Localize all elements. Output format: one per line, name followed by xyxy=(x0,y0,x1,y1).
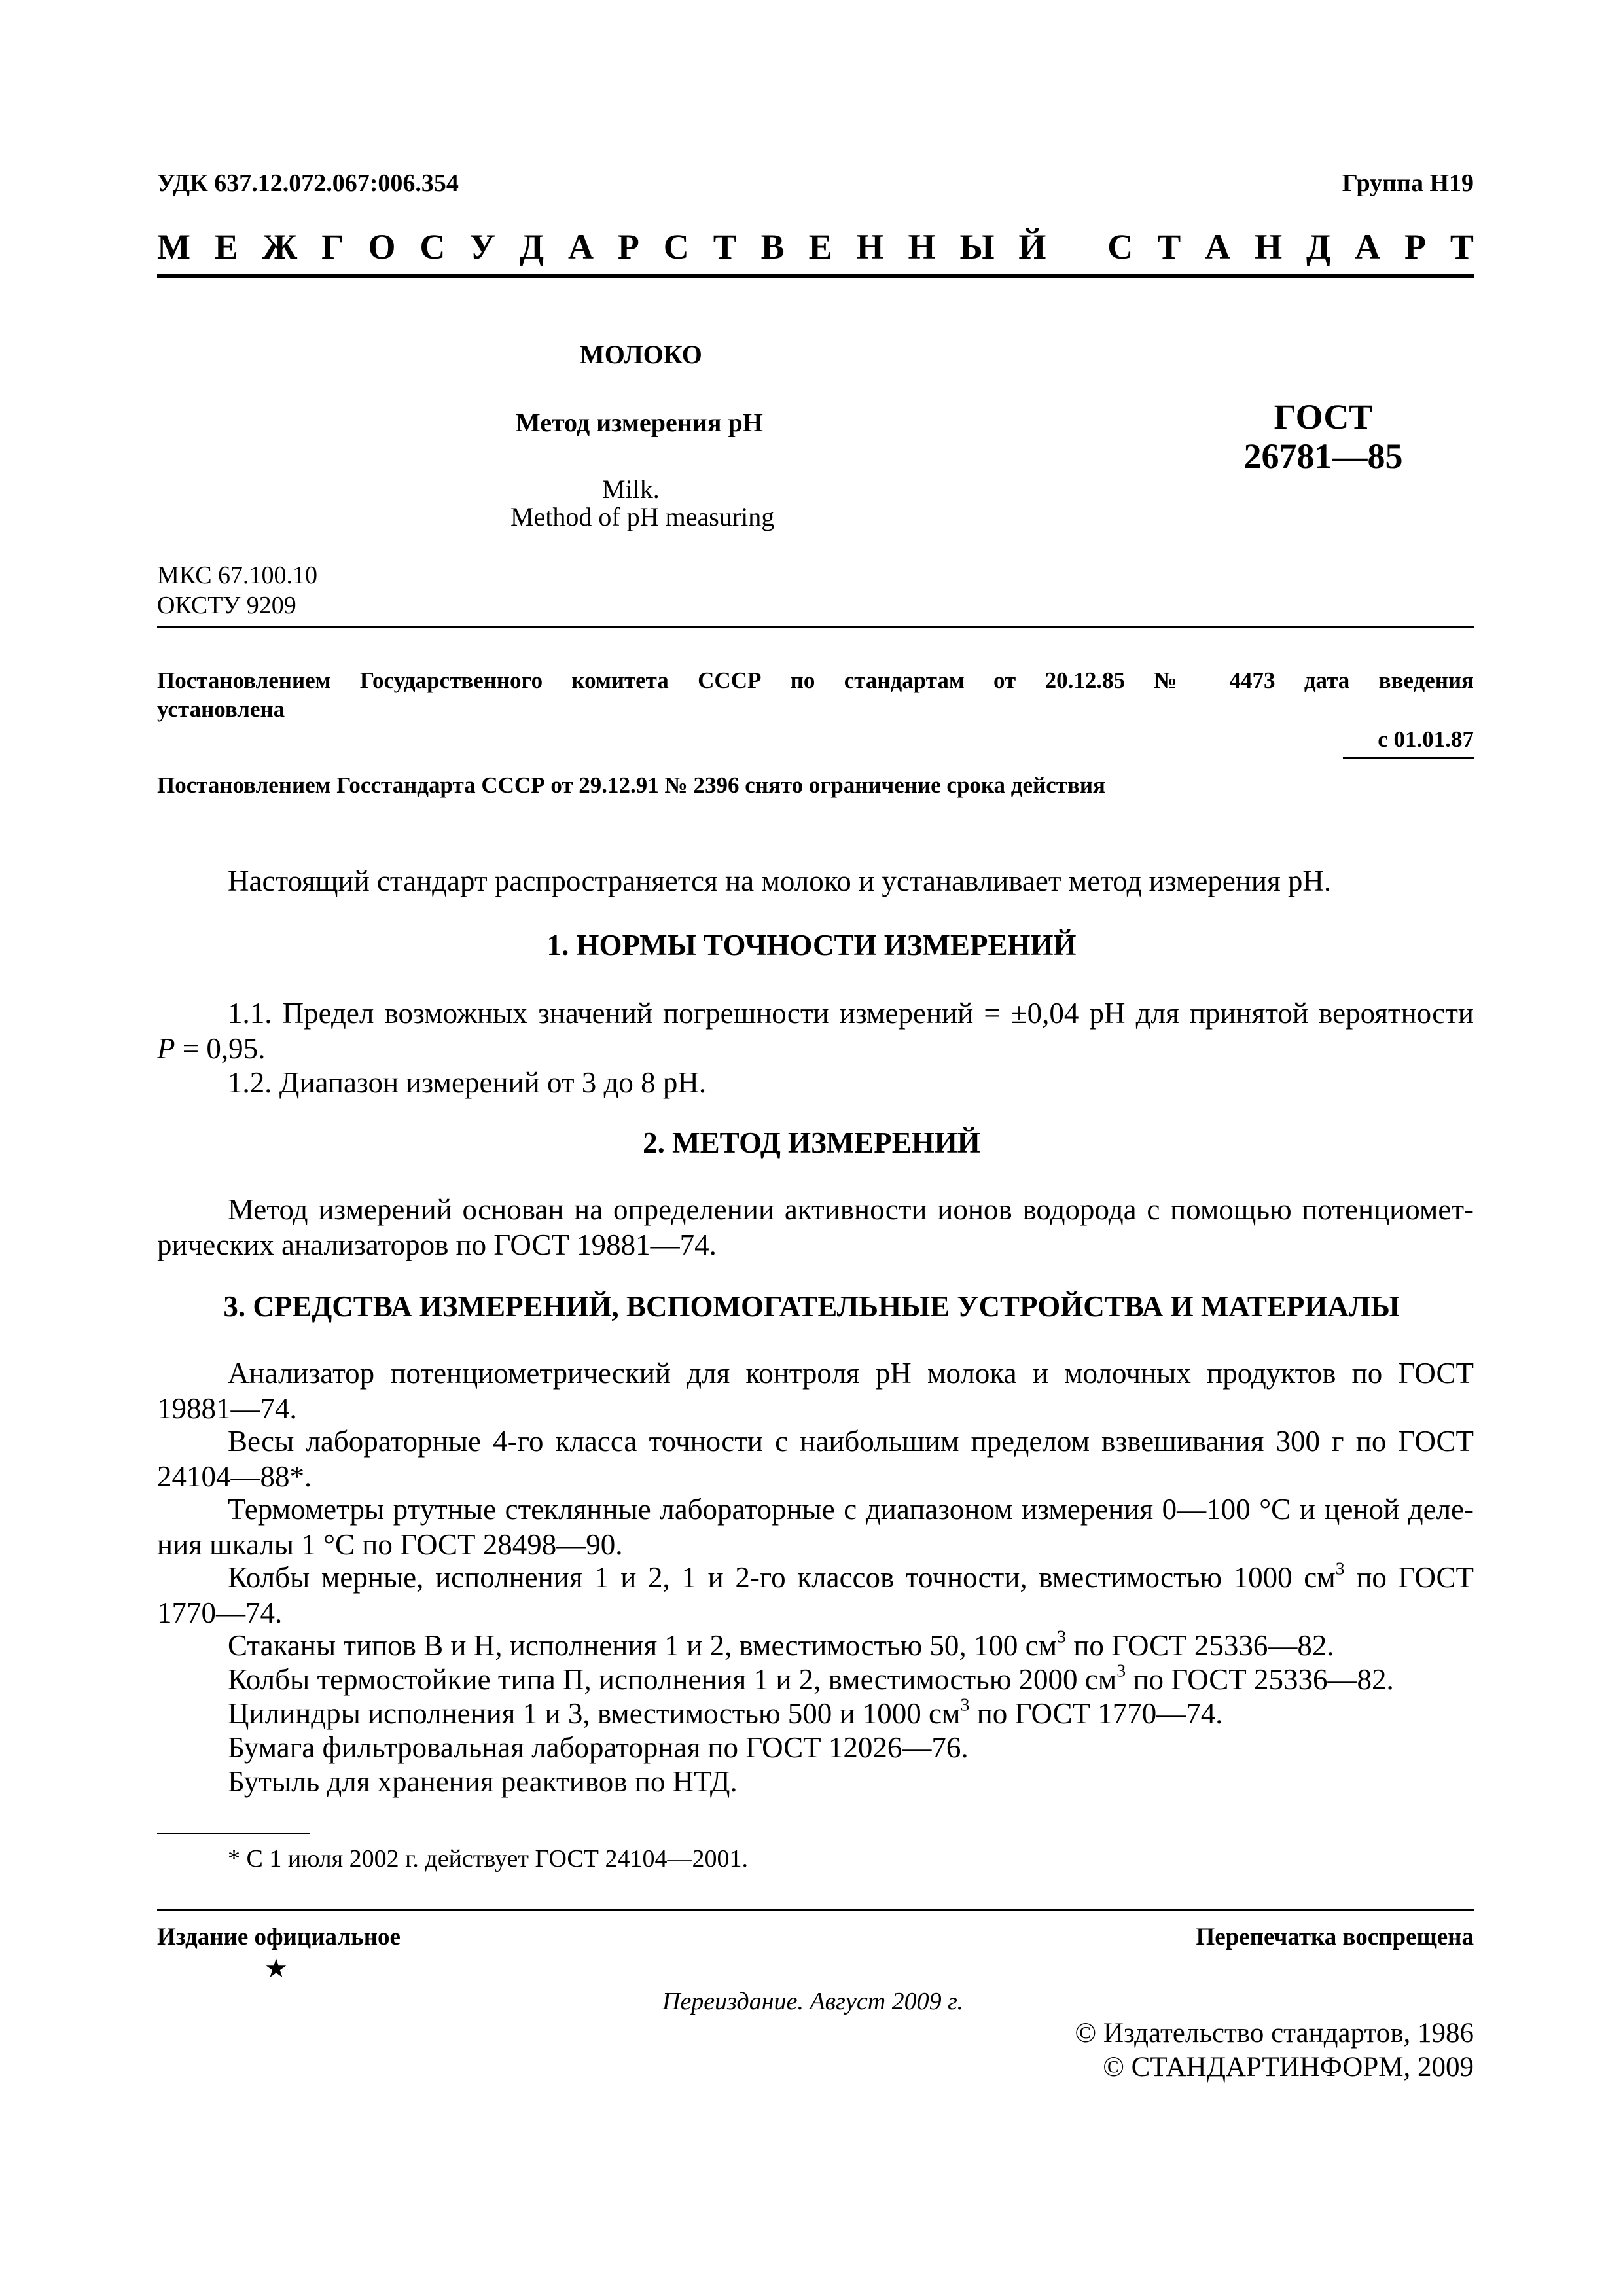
title-english-line1: Milk. xyxy=(602,475,660,504)
section2-heading: 2. МЕТОД ИЗМЕРЕНИЙ xyxy=(643,1126,980,1159)
banner-letter: Д xyxy=(519,227,544,266)
banner-letter: С xyxy=(1107,227,1133,266)
udk-code: УДК 637.12.072.067:006.354 xyxy=(157,170,459,197)
section3-heading: 3. СРЕДСТВА ИЗМЕРЕНИЙ, ВСПОМОГАТЕЛЬНЫЕ УСТРОЙСТВА И МАТЕРИАЛЫ xyxy=(223,1290,1400,1323)
section1-heading: 1. НОРМЫ ТОЧНОСТИ ИЗМЕРЕНИЙ xyxy=(546,929,1077,961)
title-main: МОЛОКО xyxy=(580,340,702,369)
okstu-code: ОКСТУ 9209 xyxy=(157,592,296,619)
banner-letter: Р xyxy=(617,227,639,266)
decree-date: с 01.01.87 xyxy=(1378,726,1474,752)
analyzer-line2: 19881—74. xyxy=(157,1392,297,1425)
header-rule xyxy=(157,274,1474,278)
copyright-1986: © Издательство стандартов, 1986 xyxy=(1075,2018,1474,2049)
footer-rule xyxy=(157,1909,1474,1911)
footnote-separator xyxy=(157,1833,310,1834)
banner-letter: А xyxy=(1355,227,1381,266)
decree-second: Постановлением Госстандарта СССР от 29.12.91 № 2396 снято ограничение срока действия xyxy=(157,772,1105,798)
banner-letter: Т xyxy=(1157,227,1181,266)
banner-letter: С xyxy=(419,227,446,266)
gost-number: 26781—85 xyxy=(1243,437,1403,476)
banner-letter: Н xyxy=(908,227,936,266)
section1-p1-line2 xyxy=(157,1031,265,1066)
banner-letter: С xyxy=(663,227,689,266)
reissue-note: Переиздание. Август 2009 г. xyxy=(662,1988,963,2015)
banner-letter: М xyxy=(157,227,190,266)
section2-line1: Метод измерений основан на определении активности ионов водорода с помощью потенциомет- xyxy=(228,1193,1474,1226)
thermometers-line1: Термометры ртутные стеклянные лабораторные с диапазоном измерения 0—100 °С и ценой деле- xyxy=(228,1493,1474,1526)
banner-letter xyxy=(1070,226,1083,267)
banner-letter: А xyxy=(1205,227,1231,266)
cylinders-line: Цилиндры исполнения 1 и 3, вместимостью 500 и 1000 $см^3$ по ГОСТ 1770—74. xyxy=(228,1695,1223,1730)
banner-letter: Д xyxy=(1306,227,1331,266)
beakers-line: Стаканы типов В и Н, исполнения 1 и 2, вместимостью 50, 100 $см^3$ по ГОСТ 25336—82. xyxy=(228,1626,1334,1662)
mks-code: МКС 67.100.10 xyxy=(157,562,318,589)
standard-banner xyxy=(157,226,1474,267)
copyright-2009: © СТАНДАРТИНФОРМ, 2009 xyxy=(1103,2052,1474,2083)
banner-letter: У xyxy=(469,227,495,266)
filter-paper-line: Бумага фильтровальная лабораторная по ГОСТ 12026—76. xyxy=(228,1731,969,1764)
decree-date-underline xyxy=(1343,757,1474,759)
banner-letter: Ж xyxy=(262,227,298,266)
banner-letter: Е xyxy=(214,227,238,266)
footnote: * С 1 июля 2002 г. действует ГОСТ 24104—2001. xyxy=(228,1845,748,1873)
flasks-line1 xyxy=(228,1560,1474,1594)
thermometers-line2: ния шкалы 1 °С по ГОСТ 28498—90. xyxy=(157,1528,623,1561)
probability-value: = 0,95. xyxy=(175,1032,266,1065)
group-code: Группа Н19 xyxy=(1342,170,1474,197)
analyzer-line1: Анализатор потенциометрический для контроля pH молока и молочных продуктов по ГОСТ xyxy=(228,1357,1474,1390)
decree-line1: Постановлением Государственного комитета СССР по стандартам от 20.12.85 № 4473 дата введения xyxy=(157,668,1474,693)
decree-line2: установлена xyxy=(157,696,285,722)
intro-text: Настоящий стандарт распространяется на молоко и устанавливает метод измерения pH. xyxy=(228,865,1332,897)
banner-letter: Р xyxy=(1404,227,1426,266)
title-subtitle: Метод измерения pH xyxy=(516,408,763,437)
banner-letter: Т xyxy=(713,227,737,266)
banner-letter: Е xyxy=(808,227,832,266)
scales-line1: Весы лабораторные 4-го класса точности с наибольшим пределом взвешивания 300 г по ГОСТ xyxy=(228,1425,1474,1458)
title-english-line2: Method of pH measuring xyxy=(510,502,775,531)
reprint-ban: Перепечатка воспрещена xyxy=(1196,1924,1474,1950)
banner-letter: Н xyxy=(856,227,884,266)
bottle-line: Бутыль для хранения реактивов по НТД. xyxy=(228,1765,738,1798)
flasks-text: Колбы мерные, исполнения 1 и 2, 1 и 2-го классов точности, вместимостью 1000 $см^3$ по ГОСТ xyxy=(228,1558,1474,1594)
star-icon: ★ xyxy=(264,1954,288,1983)
codes-rule xyxy=(157,626,1474,628)
banner-letter: Н xyxy=(1255,227,1283,266)
banner-letter: Й xyxy=(1018,227,1046,266)
flasks-line2: 1770—74. xyxy=(157,1596,283,1629)
section2-line2: рических анализаторов по ГОСТ 19881—74. xyxy=(157,1229,717,1261)
gost-label: ГОСТ xyxy=(1274,397,1373,437)
section1-p2: 1.2. Диапазон измерений от 3 до 8 pH. xyxy=(228,1066,707,1099)
banner-letter: А xyxy=(567,227,594,266)
section1-p1-line1: 1.1. Предел возможных значений погрешности измерений = ±0,04 pH для принятой вероятности xyxy=(228,997,1474,1030)
banner-letter: В xyxy=(760,227,785,266)
banner-letter: Г xyxy=(321,227,344,266)
probability-variable: P xyxy=(157,1032,175,1065)
banner-letter: Ы xyxy=(959,227,995,266)
banner-letter: Т xyxy=(1450,227,1474,266)
banner-letter: О xyxy=(368,227,396,266)
heat-flasks-line: Колбы термостойкие типа П, исполнения 1 и 2, вместимостью 2000 $см^3$ по ГОСТ 25336—82. xyxy=(228,1660,1394,1696)
scales-line2: 24104—88*. xyxy=(157,1460,312,1493)
official-edition: Издание официальное xyxy=(157,1924,401,1950)
